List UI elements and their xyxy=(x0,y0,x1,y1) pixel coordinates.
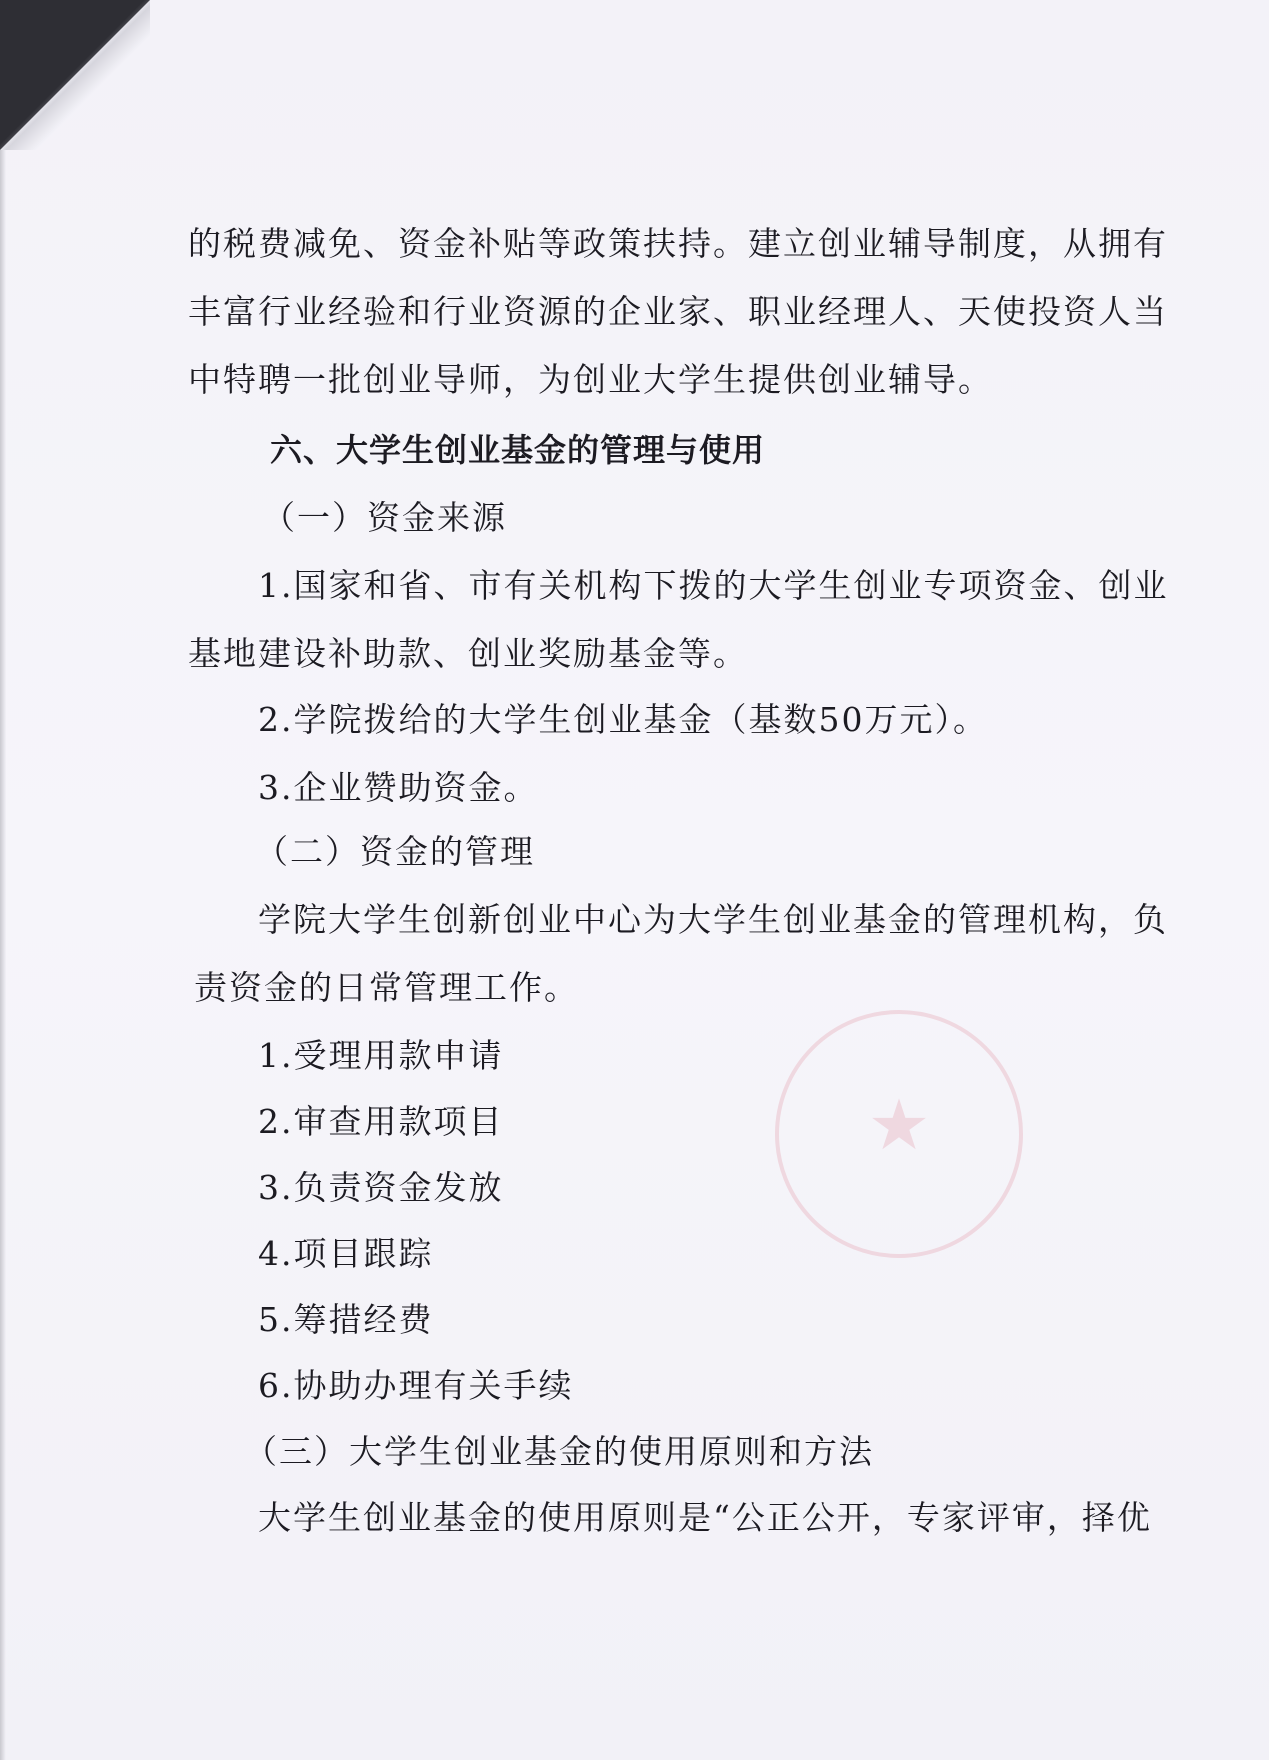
official-seal xyxy=(775,1010,1023,1258)
list-item-5: 5.筹措经费 xyxy=(258,1300,434,1339)
subheading-1: （一）资金来源 xyxy=(262,498,507,537)
body-line-3: 中特聘一批创业导师，为创业大学生提供创业辅导。 xyxy=(188,360,993,399)
list-item-3: 3.负责资金发放 xyxy=(258,1168,504,1207)
page-edge-shadow xyxy=(0,150,6,1760)
section-heading-6: 六、大学生创业基金的管理与使用 xyxy=(270,431,766,469)
body-line-7: 3.企业赞助资金。 xyxy=(258,768,539,807)
list-item-6: 6.协助办理有关手续 xyxy=(258,1366,574,1405)
list-item-2: 2.审查用款项目 xyxy=(258,1102,504,1141)
body-line-6: 2.学院拨给的大学生创业基金（基数50万元）。 xyxy=(258,700,988,739)
body-line-10: 大学生创业基金的使用原则是“公正公开，专家评审，择优 xyxy=(258,1498,1152,1537)
subheading-3: （三）大学生创业基金的使用原则和方法 xyxy=(244,1432,874,1471)
body-line-1: 的税费减免、资金补贴等政策扶持。建立创业辅导制度，从拥有 xyxy=(188,224,1168,263)
star-icon: ★ xyxy=(867,1084,931,1166)
subheading-2: （二）资金的管理 xyxy=(255,832,535,871)
list-item-1: 1.受理用款申请 xyxy=(258,1036,504,1075)
body-line-9: 责资金的日常管理工作。 xyxy=(194,968,579,1007)
body-line-8: 学院大学生创新创业中心为大学生创业基金的管理机构，负 xyxy=(258,900,1168,939)
body-line-2: 丰富行业经验和行业资源的企业家、职业经理人、天使投资人当 xyxy=(188,292,1168,331)
corner-shadow xyxy=(0,0,150,150)
list-item-4: 4.项目跟踪 xyxy=(258,1234,434,1273)
body-line-5: 基地建设补助款、创业奖励基金等。 xyxy=(188,634,748,673)
body-line-4: 1.国家和省、市有关机构下拨的大学生创业专项资金、创业 xyxy=(258,566,1169,605)
